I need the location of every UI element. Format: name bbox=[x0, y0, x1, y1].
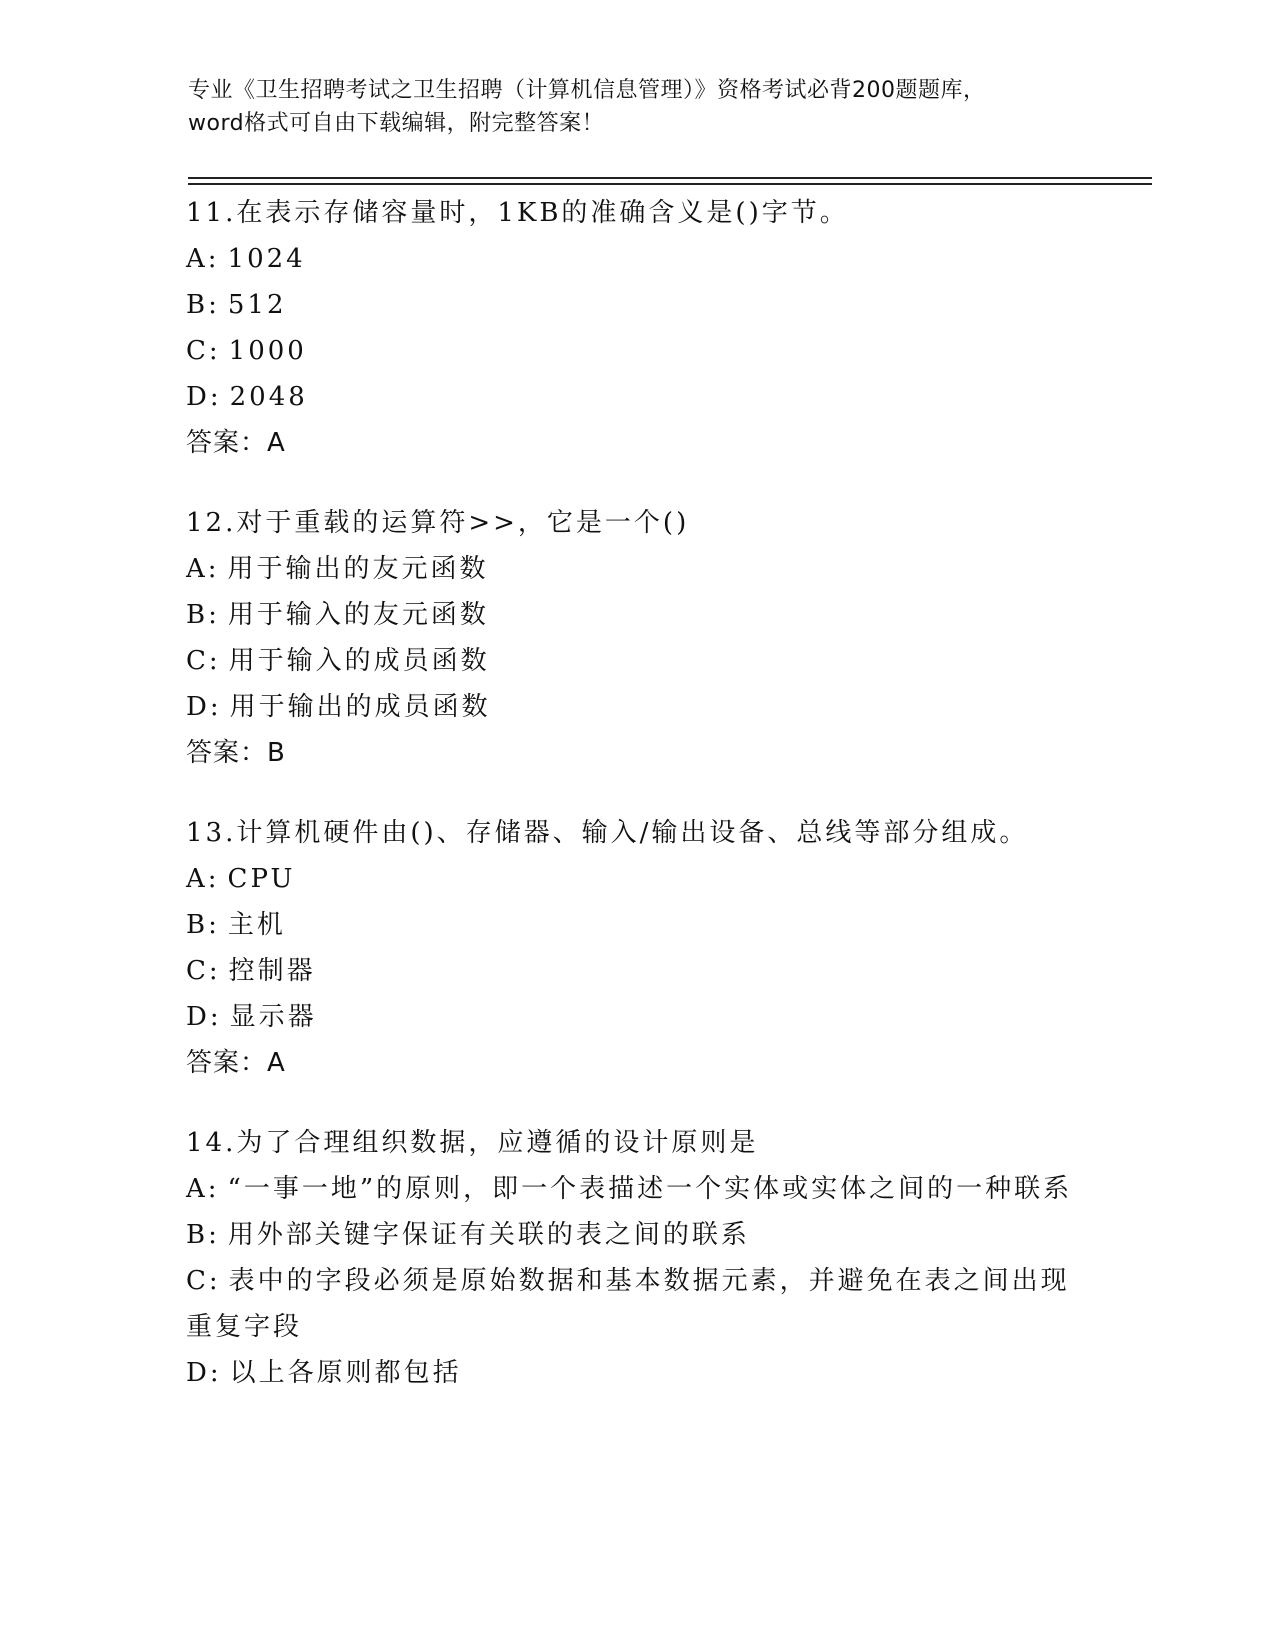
option-text: 1024 bbox=[227, 244, 306, 274]
option-a bbox=[186, 546, 1086, 592]
option-key: B: bbox=[186, 290, 220, 320]
option-key: B: bbox=[186, 910, 220, 940]
option-key: A: bbox=[186, 1174, 220, 1204]
option-a bbox=[186, 856, 1086, 902]
option-key: C: bbox=[186, 1266, 221, 1296]
option-text: 以上各原则都包括 bbox=[229, 1358, 462, 1388]
option-key: B: bbox=[186, 1220, 220, 1250]
question-13 bbox=[186, 810, 1086, 1086]
option-text: 显示器 bbox=[229, 1002, 317, 1032]
option-c bbox=[186, 638, 1086, 684]
option-d bbox=[186, 374, 1086, 420]
question-14 bbox=[186, 1120, 1086, 1396]
option-c bbox=[186, 328, 1086, 374]
option-text: 2048 bbox=[229, 382, 308, 412]
option-c bbox=[186, 1258, 1086, 1350]
option-b bbox=[186, 1212, 1086, 1258]
option-a bbox=[186, 1166, 1086, 1212]
header-line-2: word格式可自由下载编辑，附完整答案！ bbox=[188, 111, 605, 136]
option-text: 512 bbox=[227, 290, 287, 320]
option-key: A: bbox=[186, 864, 220, 894]
question-title: 12.对于重载的运算符>>，它是一个() bbox=[186, 508, 690, 538]
option-key: D: bbox=[186, 1358, 222, 1388]
option-text: “一事一地”的原则，即一个表描述一个实体或实体之间的一种联系 bbox=[227, 1174, 1073, 1204]
option-text: 主机 bbox=[227, 910, 286, 940]
option-key: D: bbox=[186, 692, 222, 722]
question-12 bbox=[186, 500, 1086, 776]
option-d bbox=[186, 684, 1086, 730]
option-c bbox=[186, 948, 1086, 994]
question-title: 11.在表示存储容量时，1KB的准确含义是()字节。 bbox=[186, 198, 849, 228]
option-key: C: bbox=[186, 956, 221, 986]
question-list bbox=[186, 190, 1086, 1430]
option-text: 用外部关键字保证有关联的表之间的联系 bbox=[227, 1220, 750, 1250]
question-11 bbox=[186, 190, 1086, 466]
option-key: A: bbox=[186, 244, 220, 274]
option-text: 1000 bbox=[228, 336, 307, 366]
option-text: 用于输出的友元函数 bbox=[227, 554, 489, 584]
header-line-1: 专业《卫生招聘考试之卫生招聘（计算机信息管理）》资格考试必背200题题库， bbox=[188, 78, 986, 103]
option-text: 用于输入的友元函数 bbox=[227, 600, 489, 630]
option-text: 控制器 bbox=[228, 956, 316, 986]
option-key: C: bbox=[186, 336, 221, 366]
question-title: 13.计算机硬件由()、存储器、输入/输出设备、总线等部分组成。 bbox=[186, 818, 1029, 848]
option-key: C: bbox=[186, 646, 221, 676]
option-d bbox=[186, 1350, 1086, 1396]
option-b bbox=[186, 592, 1086, 638]
option-a bbox=[186, 236, 1086, 282]
option-text: CPU bbox=[227, 864, 296, 894]
answer-line: 答案：A bbox=[186, 428, 286, 458]
option-key: D: bbox=[186, 382, 222, 412]
option-text: 用于输入的成员函数 bbox=[228, 646, 490, 676]
answer-line: 答案：B bbox=[186, 738, 286, 768]
option-key: B: bbox=[186, 600, 220, 630]
option-d bbox=[186, 994, 1086, 1040]
option-b bbox=[186, 282, 1086, 328]
option-text: 用于输出的成员函数 bbox=[229, 692, 491, 722]
header-divider-bottom bbox=[188, 183, 1152, 185]
option-text: 表中的字段必须是原始数据和基本数据元素，并避免在表之间出现重复字段 bbox=[186, 1266, 1070, 1342]
option-key: A: bbox=[186, 554, 220, 584]
document-header bbox=[188, 74, 1088, 140]
option-key: D: bbox=[186, 1002, 222, 1032]
option-b bbox=[186, 902, 1086, 948]
question-title: 14.为了合理组织数据，应遵循的设计原则是 bbox=[186, 1128, 759, 1158]
header-divider-top bbox=[188, 177, 1152, 179]
answer-line: 答案：A bbox=[186, 1048, 286, 1078]
